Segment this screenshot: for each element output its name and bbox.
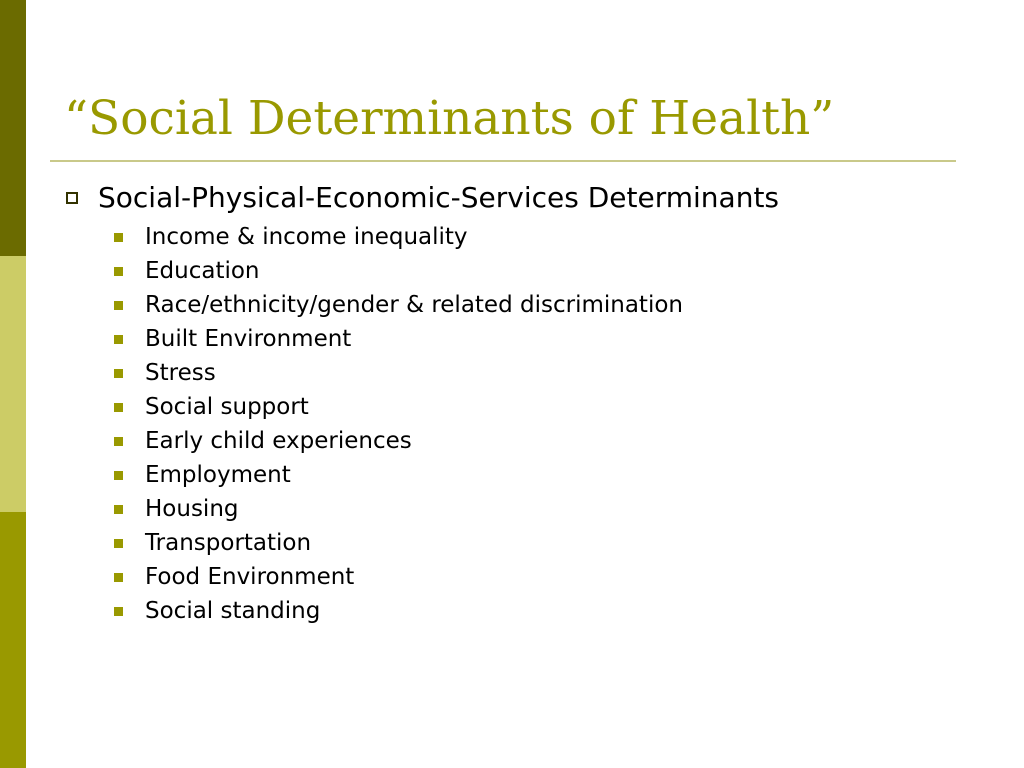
- square-bullet-icon: [114, 233, 123, 242]
- list-item-text: Transportation: [145, 530, 312, 556]
- square-bullet-icon: [114, 403, 123, 412]
- list-item: [114, 322, 683, 356]
- square-bullet-icon: [114, 267, 123, 276]
- list-item: [114, 560, 683, 594]
- list-item: [114, 424, 683, 458]
- list-item: [114, 526, 683, 560]
- main-bullet: [66, 178, 779, 218]
- sidebar-band-top: [0, 0, 26, 256]
- hollow-square-bullet-icon: [66, 192, 78, 204]
- square-bullet-icon: [114, 539, 123, 548]
- square-bullet-icon: [114, 437, 123, 446]
- main-bullet-text: Social-Physical-Economic-Services Determinants: [98, 181, 780, 214]
- square-bullet-icon: [114, 335, 123, 344]
- sidebar-band-bottom: [0, 512, 26, 768]
- title-divider: [50, 160, 956, 162]
- list-item: [114, 220, 683, 254]
- slide-title: “Social Determinants of Health”: [64, 91, 835, 146]
- list-item-text: Employment: [145, 462, 291, 488]
- list-item: [114, 254, 683, 288]
- list-item: [114, 594, 683, 628]
- list-item: [114, 356, 683, 390]
- list-item-text: Stress: [145, 360, 216, 386]
- list-item: [114, 288, 683, 322]
- list-item-text: Early child experiences: [145, 428, 412, 454]
- square-bullet-icon: [114, 369, 123, 378]
- list-item-text: Income & income inequality: [145, 224, 468, 250]
- list-item-text: Housing: [145, 496, 239, 522]
- list-item-text: Social support: [145, 394, 309, 420]
- square-bullet-icon: [114, 301, 123, 310]
- list-item-text: Built Environment: [145, 326, 352, 352]
- list-item-text: Race/ethnicity/gender & related discrimination: [145, 292, 683, 318]
- list-item: [114, 390, 683, 424]
- square-bullet-icon: [114, 607, 123, 616]
- list-item: [114, 492, 683, 526]
- sidebar-band-middle: [0, 256, 26, 512]
- square-bullet-icon: [114, 505, 123, 514]
- square-bullet-icon: [114, 573, 123, 582]
- square-bullet-icon: [114, 471, 123, 480]
- list-item-text: Social standing: [145, 598, 321, 624]
- list-item-text: Education: [145, 258, 260, 284]
- list-item: [114, 458, 683, 492]
- sub-bullet-list: [114, 220, 683, 628]
- list-item-text: Food Environment: [145, 564, 355, 590]
